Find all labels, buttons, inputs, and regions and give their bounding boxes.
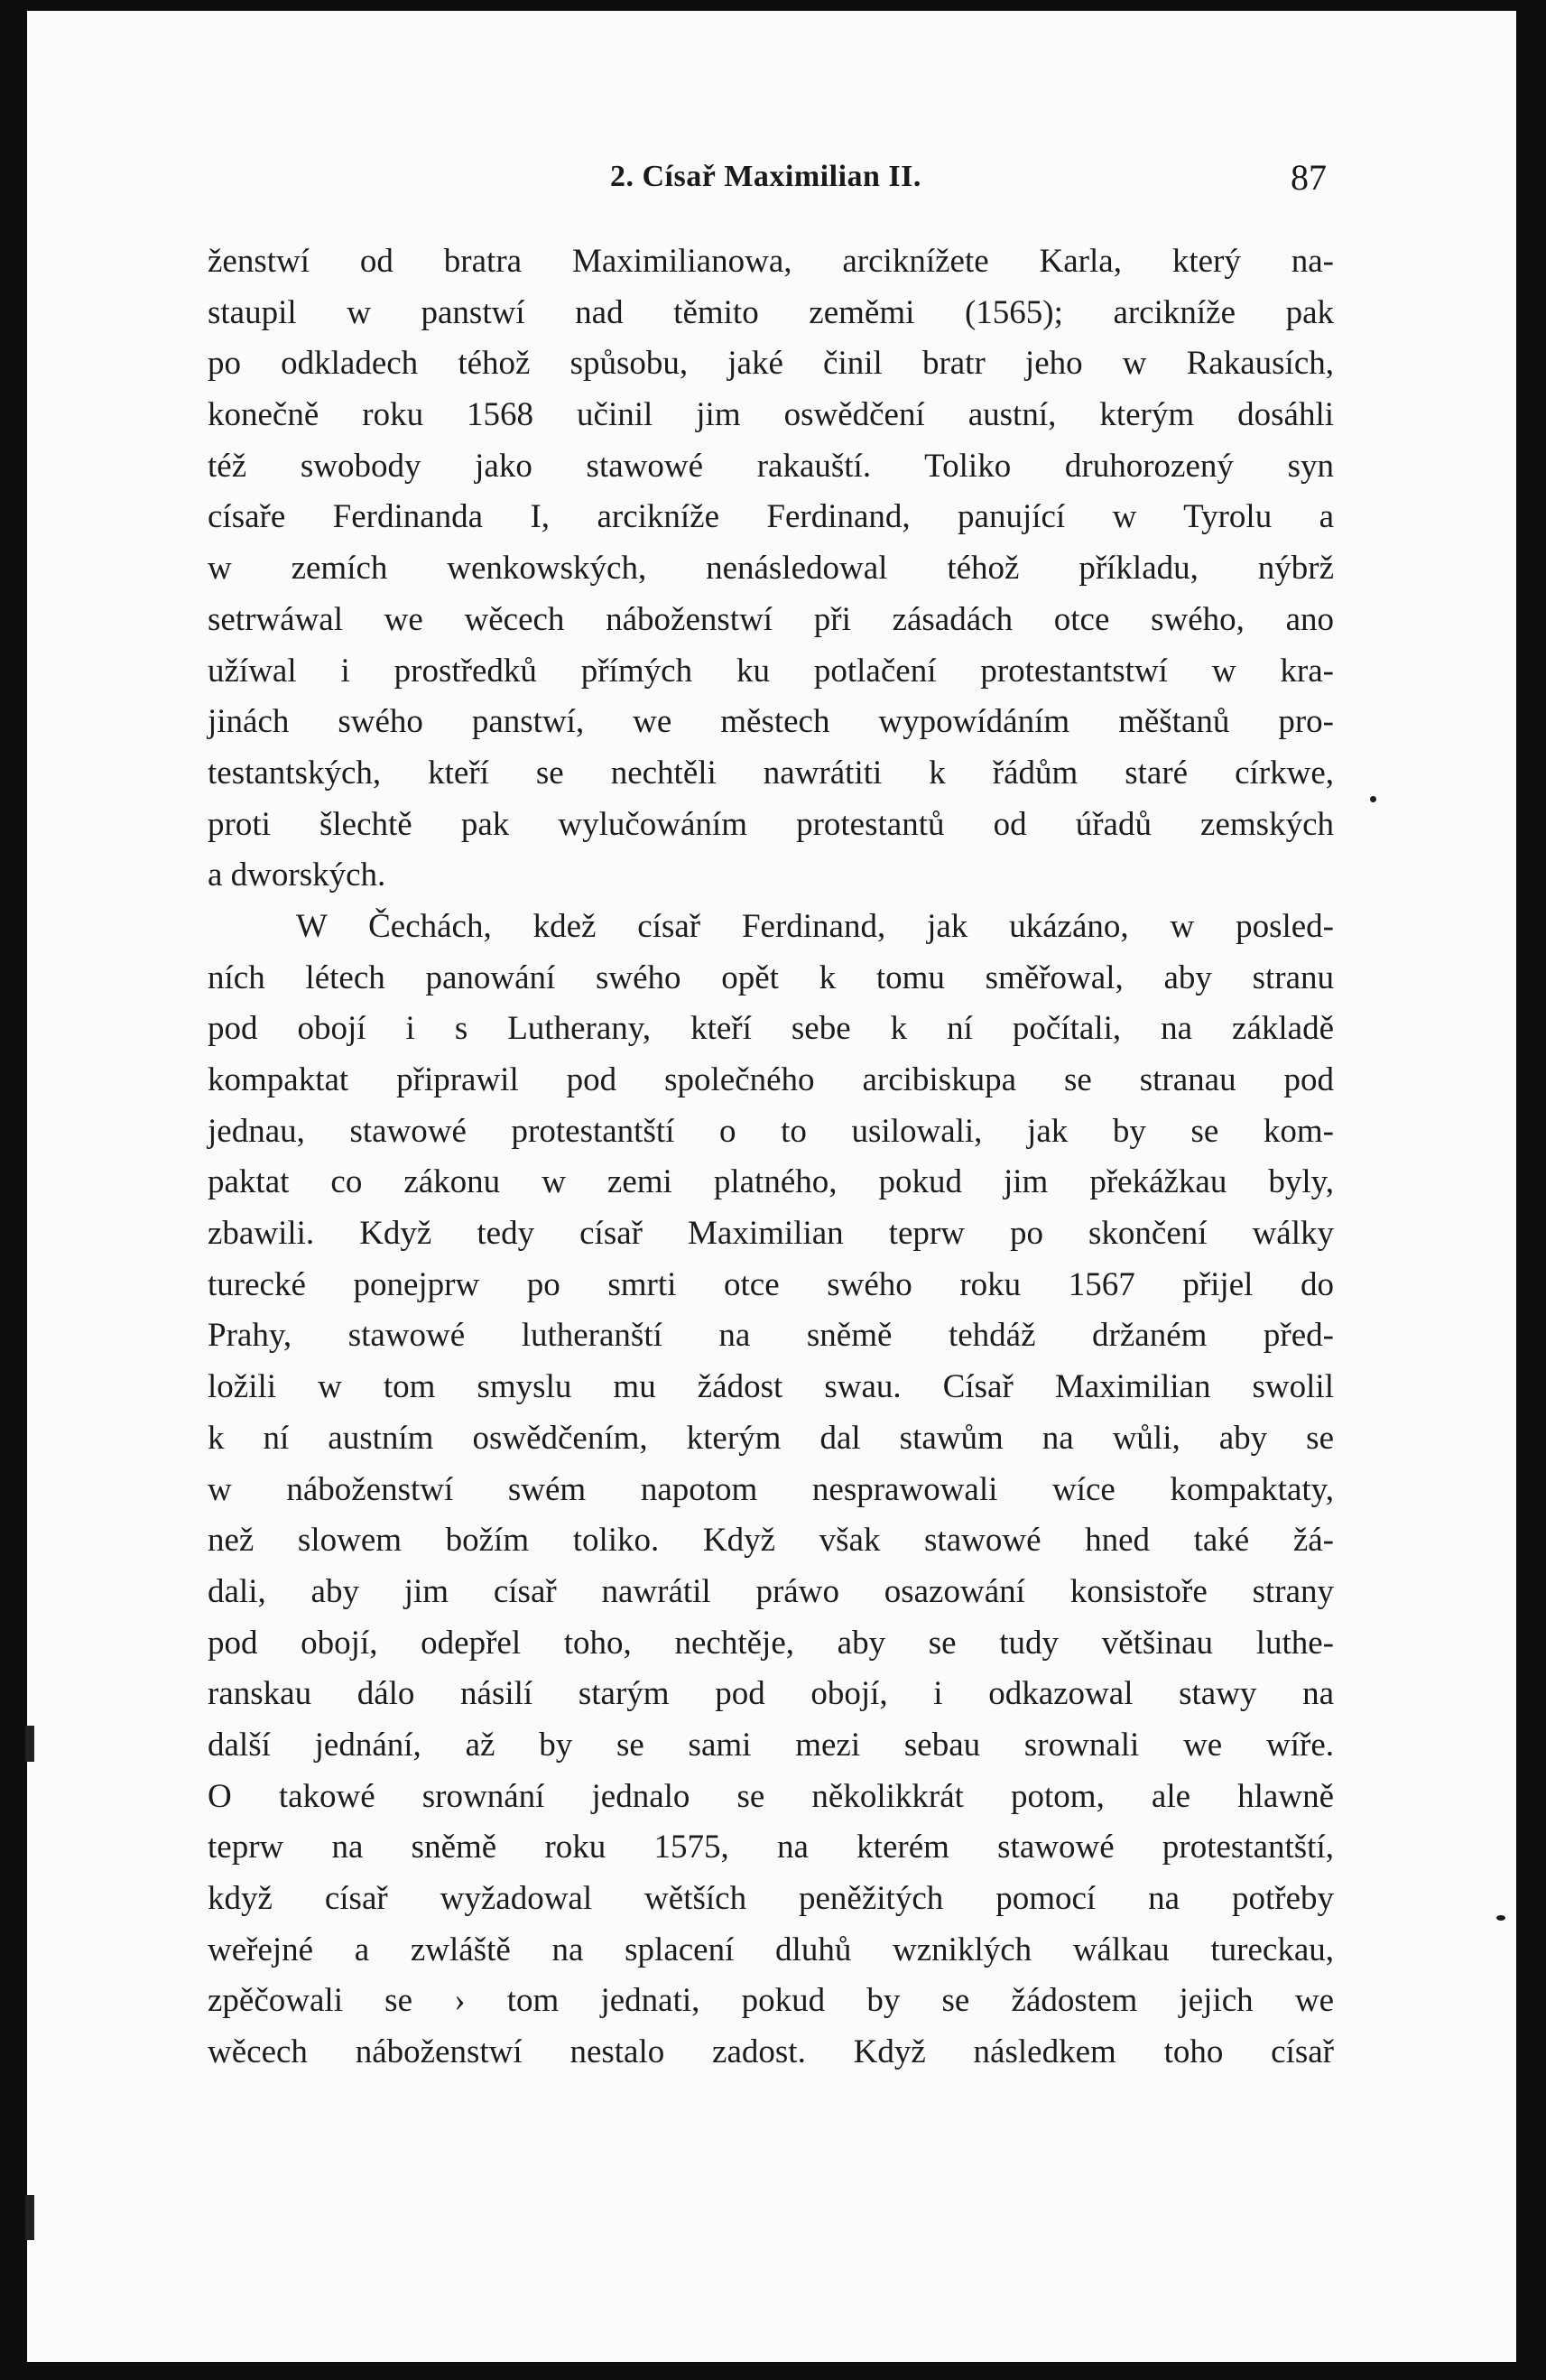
ink-speck <box>1496 1915 1505 1921</box>
text-line: další jednání, až by se sami mezi sebau srownali we wíře. <box>208 1726 1334 1764</box>
paragraph <box>208 236 1334 902</box>
page-number: 87 <box>1291 157 1327 198</box>
page-header <box>217 151 1327 205</box>
binding-shadow <box>25 1726 34 1762</box>
book-page <box>27 11 1516 2362</box>
text-line: ložili w tom smyslu mu žádost swau. Císař Maximilian swolil <box>208 1368 1334 1406</box>
text-line: pod obojí, odepřel toho, nechtěje, aby se tudy většinau luthe- <box>208 1624 1334 1662</box>
text-line: ženstwí od bratra Maximilianowa, arciknížete Karla, který na- <box>208 243 1334 280</box>
text-line: zbawili. Když tedy císař Maximilian teprw po skončení wálky <box>208 1215 1334 1253</box>
text-line: staupil w panstwí nad těmito zeměmi (1565); arcikníže pak <box>208 293 1334 331</box>
text-line: ních létech panowání swého opět k tomu směřowal, aby stranu <box>208 958 1334 996</box>
text-line: císaře Ferdinanda I, arcikníže Ferdinand, panující w Tyrolu a <box>208 498 1334 536</box>
text-line: w náboženstwí swém napotom nesprawowali wíce kompaktaty, <box>208 1470 1334 1508</box>
text-line: w zemích wenkowských, nenásledowal téhož příkladu, nýbrž <box>208 550 1334 588</box>
text-line: proti šlechtě pak wylučowáním protestantů od úřadů zemských <box>208 805 1334 843</box>
text-line: než slowem božím toliko. Když však stawowé hned také žá- <box>208 1522 1334 1560</box>
text-line: testantských, kteří se nechtěli nawrátiti k řádům staré církwe, <box>208 754 1334 792</box>
text-line: setrwáwal we wěcech náboženstwí při zásadách otce swého, ano <box>208 600 1334 638</box>
text-line: konečně roku 1568 učinil jim oswědčení austní, kterým dosáhli <box>208 396 1334 434</box>
text-line: kompaktat připrawil pod společného arcibiskupa se stranau pod <box>208 1061 1334 1098</box>
text-line: a dworských. <box>208 857 386 894</box>
text-line: jednau, stawowé protestantští o to usilowali, jak by se kom- <box>208 1112 1334 1150</box>
text-line: pod obojí i s Lutherany, kteří sebe k ní počítali, na základě <box>208 1010 1334 1048</box>
text-line: paktat co zákonu w zemi platného, pokud jim překážkau byly, <box>208 1163 1334 1201</box>
text-line: teprw na sněmě roku 1575, na kterém stawowé protestantští, <box>208 1829 1334 1866</box>
text-line: zpěčowali se › tom jednati, pokud by se žádostem jejich we <box>208 1982 1334 2020</box>
text-line: k ní austním oswědčením, kterým dal stawům na wůli, aby se <box>208 1419 1334 1457</box>
text-line: weřejné a zwláště na splacení dluhů wzniklých wálkau tureckau, <box>208 1931 1334 1968</box>
text-line: dali, aby jim císař nawrátil práwo osazowání konsistoře strany <box>208 1572 1334 1610</box>
text-line: W Čechách, kdež císař Ferdinand, jak ukázáno, w posled- <box>296 907 1334 945</box>
text-line: O takowé srownání jednalo se několikkrát potom, ale hlawně <box>208 1777 1334 1815</box>
running-title: 2. Císař Maximilian II. <box>610 160 921 193</box>
body-text <box>208 236 1334 2079</box>
text-line: po odkladech téhož spůsobu, jaké činil bratr jeho w Rakausích, <box>208 345 1334 383</box>
text-line: užíwal i prostředků přímých ku potlačení protestantstwí w kra- <box>208 652 1334 690</box>
text-line: ranskau dálo násilí starým pod obojí, i odkazowal stawy na <box>208 1675 1334 1713</box>
text-line: Prahy, stawowé lutheranští na sněmě tehdáž držaném před- <box>208 1317 1334 1355</box>
text-line: též swobody jako stawowé rakauští. Toliko druhorozený syn <box>208 447 1334 485</box>
text-line: jinách swého panstwí, we městech wypowídáním měštanů pro- <box>208 703 1334 741</box>
text-line: turecké ponejprw po smrti otce swého roku 1567 přijel do <box>208 1265 1334 1303</box>
text-line: wěcech náboženstwí nestalo zadost. Když následkem toho císař <box>208 2033 1334 2071</box>
binding-shadow <box>25 2195 34 2240</box>
ink-speck <box>1370 796 1376 802</box>
paragraph <box>208 902 1334 2079</box>
text-line: když císař wyžadowal wětších peněžitých pomocí na potřeby <box>208 1880 1334 1917</box>
